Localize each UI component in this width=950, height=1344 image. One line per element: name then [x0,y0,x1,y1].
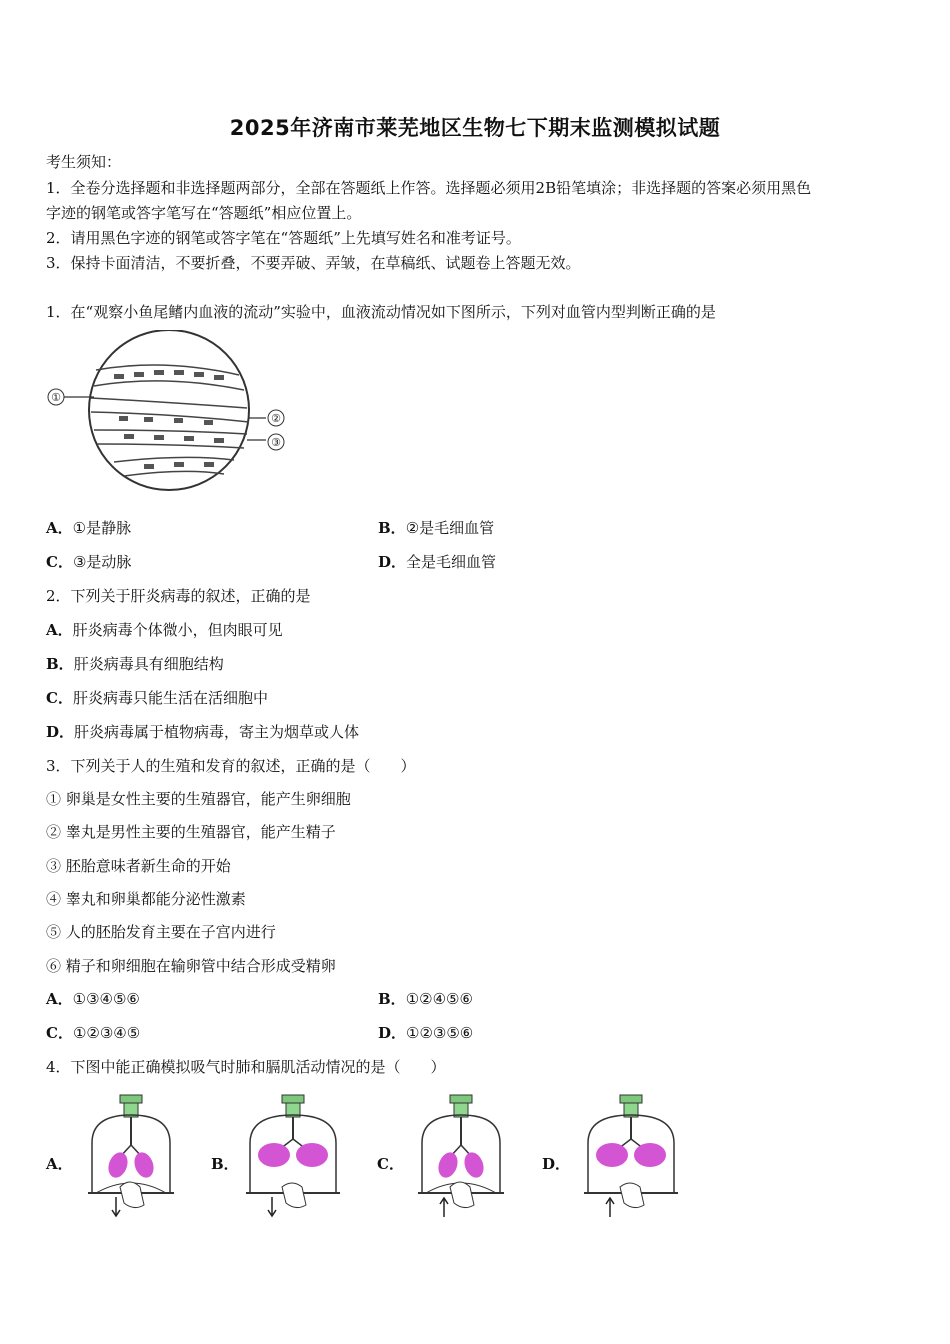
q1-option-b[interactable]: B．②是毛细血管 [378,519,495,537]
q2-option-a[interactable]: A．肝炎病毒个体微小，但肉眼可见 [46,621,283,639]
q4-choice-b-label[interactable]: B． [211,1155,239,1173]
q3-statement-4: ④ 睾丸和卵巢都能分泌性激素 [46,890,246,908]
q2-option-c[interactable]: C．肝炎病毒只能生活在活细胞中 [46,689,268,707]
q3-stem: 3．下列关于人的生殖和发育的叙述，正确的是（ ） [46,757,416,775]
label-2: ② [271,412,281,425]
q3-statement-3: ③ 胚胎意味者新生命的开始 [46,857,231,875]
blood-flow-figure [44,330,304,500]
q1-option-c[interactable]: C．③是动脉 [46,553,132,571]
label-3: ③ [271,436,281,449]
bell-jar-b[interactable] [244,1093,344,1223]
q2-option-b[interactable]: B．肝炎病毒具有细胞结构 [46,655,224,673]
q1-option-a[interactable]: A．①是静脉 [46,519,132,537]
page-title: 2025年济南市莱芜地区生物七下期末监测模拟试题 [229,116,721,140]
notice-item-3: 3．保持卡面清洁，不要折叠，不要弄破、弄皱，在草稿纸、试题卷上答题无效。 [46,254,581,272]
q3-option-b[interactable]: B．①②④⑤⑥ [378,990,473,1008]
q3-statement-1: ① 卵巢是女性主要的生殖器官，能产生卵细胞 [46,790,351,808]
q4-stem: 4．下图中能正确模拟吸气时肺和膈肌活动情况的是（ ） [46,1058,446,1076]
q3-option-a[interactable]: A．①③④⑤⑥ [46,990,140,1008]
q3-option-d[interactable]: D．①②③⑤⑥ [378,1024,474,1042]
q1-stem: 1．在“观察小鱼尾鳍内血液的流动”实验中，血液流动情况如下图所示，下列对血管内型判断正确的是 [46,303,716,321]
bell-jar-d[interactable] [582,1093,682,1223]
label-1: ① [51,391,61,404]
q3-statement-5: ⑤ 人的胚胎发育主要在子宫内进行 [46,923,276,941]
q4-choice-a-label[interactable]: A． [46,1155,73,1173]
bell-jar-a[interactable] [82,1093,182,1223]
q2-option-d[interactable]: D．肝炎病毒属于植物病毒，寄主为烟草或人体 [46,723,360,741]
notice-item-1-cont: 字迹的钢笔或答字笔写在“答题纸”相应位置上。 [46,204,362,222]
q3-option-c[interactable]: C．①②③④⑤ [46,1024,141,1042]
notice-item-2: 2．请用黑色字迹的钢笔或答字笔在“答题纸”上先填写姓名和准考证号。 [46,229,521,247]
notice-item-1: 1．全卷分选择题和非选择题两部分，全部在答题纸上作答。选择题必须用2B铅笔填涂；非选择题的答案必须用黑色 [46,179,812,197]
q3-statement-6: ⑥ 精子和卵细胞在输卵管中结合形成受精卵 [46,957,336,975]
q2-stem: 2．下列关于肝炎病毒的叙述，正确的是 [46,587,311,605]
notice-heading: 考生须知： [46,153,122,171]
q3-statement-2: ② 睾丸是男性主要的生殖器官，能产生精子 [46,823,336,841]
bell-jar-c[interactable] [412,1093,512,1223]
q4-choice-d-label[interactable]: D． [542,1155,571,1173]
q4-choice-c-label[interactable]: C． [377,1155,404,1173]
q1-option-d[interactable]: D．全是毛细血管 [378,553,497,571]
